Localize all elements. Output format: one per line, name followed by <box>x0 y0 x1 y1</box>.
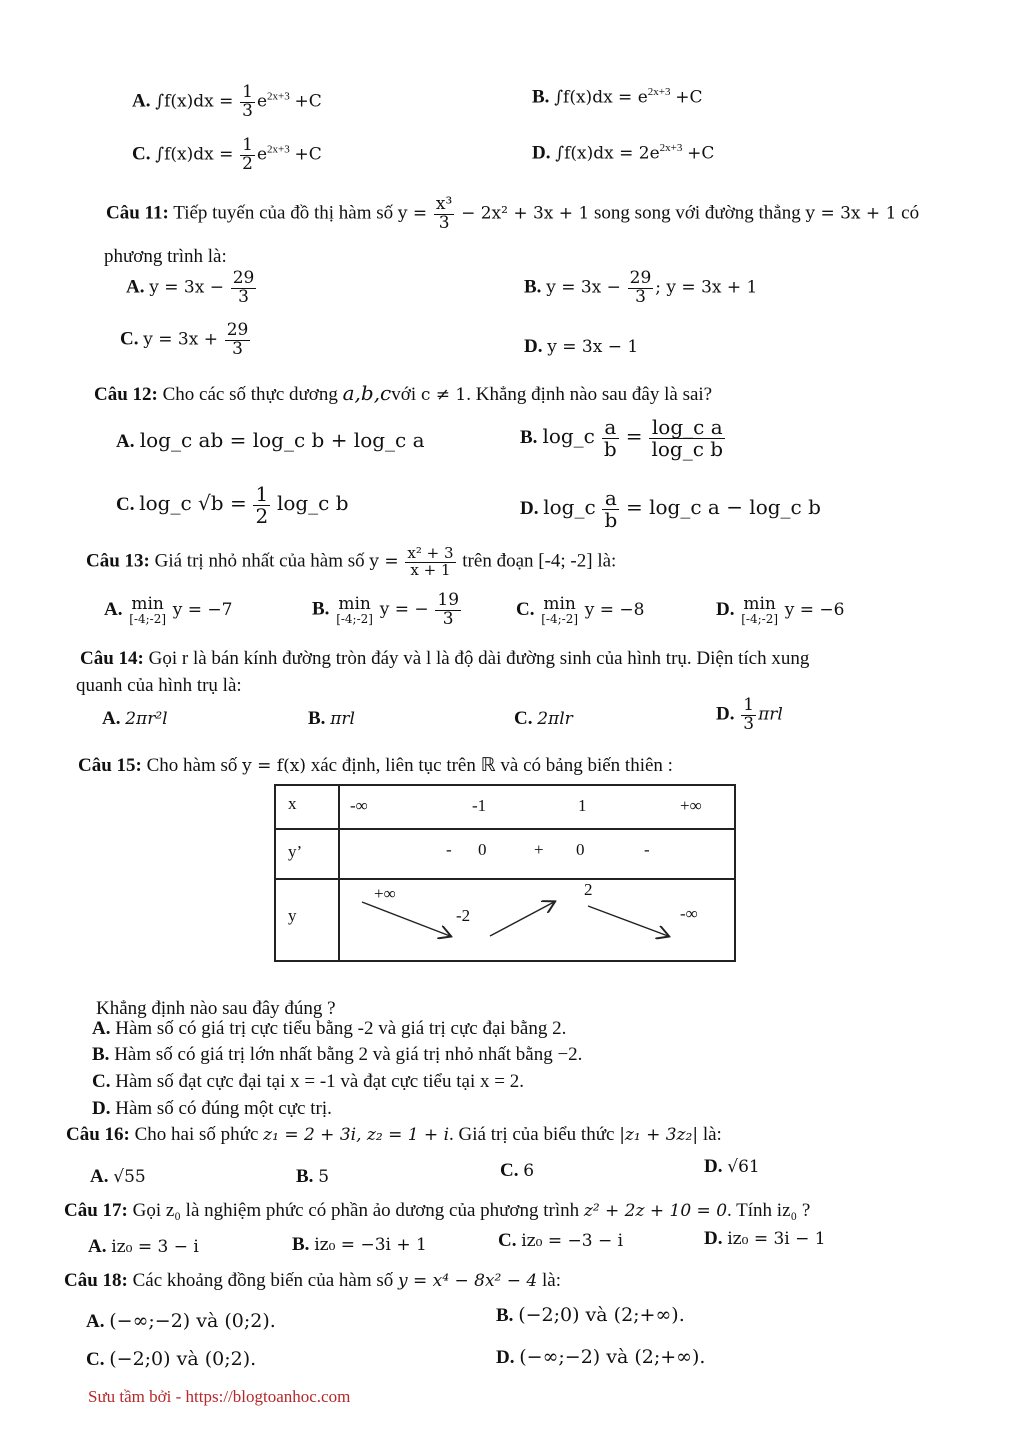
yprime-sign: + <box>534 840 544 859</box>
table-header-y: y <box>275 879 339 961</box>
x-value: 1 <box>578 796 587 815</box>
variation-table <box>274 784 736 962</box>
q10-option-c: C. ∫f(x)dx = $\frac{1}{2}$ $e^{2x+3} +C$ <box>132 135 322 174</box>
q14-option-a: A. 2πr²l <box>102 708 168 729</box>
q15-option-d: D. Hàm số có đúng một cực trị. <box>92 1098 332 1119</box>
q11-option-d: D. y = 3x − 1 <box>524 336 639 357</box>
q13-option-d: D. min [-4;-2] y = −6 <box>716 594 845 626</box>
q17-stem: Câu 17: Gọi z₀ là nghiệm phức có phần ảo dương của phương trình z² + 2z + 10 = 0. Tính iz₀ ? <box>64 1200 811 1221</box>
q14-stem: Câu 14: Gọi r là bán kính đường tròn đáy và l là độ dài đường sinh của hình trụ. Diện tích xung <box>80 648 810 669</box>
q11-option-c: C. y = 3x + $\frac{29}{3}$ <box>120 320 249 359</box>
q16-option-b: B. 5 <box>296 1166 330 1187</box>
q17-option-d: D. iz₀ = 3i − 1 <box>704 1228 826 1249</box>
q12-option-c: C. log_c √b = $\frac{1}{2}$ log_c b <box>116 482 349 528</box>
q18-stem: Câu 18: Các khoảng đồng biến của hàm số y = x⁴ − 8x² − 4 là: <box>64 1270 561 1291</box>
yprime-sign: - <box>644 840 650 859</box>
yprime-value: 0 <box>478 840 487 859</box>
arrow-up <box>490 902 554 936</box>
q10-option-a: A. ∫f(x)dx = $\frac{1}{3}$ $e^{2x+3} +C$ <box>132 82 322 121</box>
q12-stem: Câu 12: Cho các số thực dương a,b,cvới c ≠ 1. Khẳng định nào sau đây là sai? <box>94 381 713 405</box>
q17-option-c: C. iz₀ = −3 − i <box>498 1230 624 1251</box>
y-values-row <box>339 879 735 961</box>
yprime-value: 0 <box>576 840 585 859</box>
q15-option-b: B. Hàm số có giá trị lớn nhất bằng 2 và giá trị nhỏ nhất bằng −2. <box>92 1044 583 1065</box>
y-value: -2 <box>456 906 471 925</box>
y-value: -∞ <box>680 904 698 923</box>
x-value: +∞ <box>680 796 702 815</box>
q12-option-d: D. log_c $\frac{a}{b}$ = log_c a − log_c b <box>520 486 821 532</box>
q10-option-d: D. $\int f(x)dx = 2e^{2x+3} +C$ <box>532 142 715 164</box>
arrow-down-1 <box>362 902 450 936</box>
q11-option-b: B. y = 3x − $\frac{29}{3}$ ; y = 3x + 1 <box>524 268 758 307</box>
yprime-sign: - <box>446 840 452 859</box>
q17-option-b: B. iz₀ = −3i + 1 <box>292 1234 427 1255</box>
q16-option-c: C. 6 <box>500 1160 535 1181</box>
y-value: +∞ <box>374 884 396 903</box>
q14-stem-line2: quanh của hình trụ là: <box>76 675 242 696</box>
q13-option-a: A. min [-4;-2] y = −7 <box>104 594 233 626</box>
q14-option-d: D. $\frac{1}{3}$ πrl <box>716 695 783 734</box>
q18-option-c: C. (−2;0) và (0;2). <box>86 1348 257 1370</box>
q11-stem: Câu 11: Tiếp tuyến của đồ thị hàm số y = $\frac{\text{x³}}{3}$ − 2x² + 3x + 1 song song với đường thẳng y = 3x + 1 có <box>106 194 920 233</box>
q15-option-c: C. Hàm số đạt cực đại tại x = -1 và đạt cực tiểu tại x = 2. <box>92 1071 524 1092</box>
arrow-down-2 <box>588 906 668 936</box>
q13-option-c: C. min [-4;-2] y = −8 <box>516 594 645 626</box>
q11-option-a: A. y = 3x − $\frac{29}{3}$ <box>126 268 255 307</box>
q16-option-d: D. √61 <box>704 1156 760 1177</box>
q13-option-b: B. min [-4;-2] y = − $\frac{19}{3}$ <box>312 590 460 629</box>
q18-option-a: A. (−∞;−2) và (0;2). <box>86 1310 276 1332</box>
q10-option-b: B. $\int f(x)dx = e^{2x+3} +C$ <box>532 86 703 108</box>
q13-stem: Câu 13: Giá trị nhỏ nhất của hàm số y = $\frac{\text{x² + 3}}{x + 1}$ trên đoạn [-4; -2] là: <box>86 544 617 579</box>
q15-stem: Câu 15: Cho hàm số y = f(x) xác định, liên tục trên ℝ và có bảng biến thiên : <box>78 755 673 776</box>
yprime-values-row <box>339 829 735 879</box>
q15-prompt: Khẳng định nào sau đây đúng ? <box>96 998 336 1019</box>
table-header-x: x <box>275 785 339 829</box>
source-footer: Sưu tầm bởi - https://blogtoanhoc.com <box>88 1387 351 1406</box>
x-values-row <box>339 785 735 829</box>
x-value: -1 <box>472 796 487 815</box>
q16-option-a: A. √55 <box>90 1166 146 1187</box>
q18-option-d: D. (−∞;−2) và (2;+∞). <box>496 1346 706 1368</box>
y-value: 2 <box>584 880 593 899</box>
q12-option-b: B. log_c $\frac{a}{b}$ = $\frac{\text{log\_c a}}{\text{log\_c b}}$ <box>520 415 724 461</box>
q17-option-a: A. iz₀ = 3 − i <box>88 1236 199 1257</box>
x-value: -∞ <box>350 796 368 815</box>
q14-option-c: C. 2πlr <box>514 708 573 729</box>
q18-option-b: B. (−2;0) và (2;+∞). <box>496 1304 685 1326</box>
table-header-yprime: y’ <box>275 829 339 879</box>
variation-arrows <box>340 880 740 962</box>
q15-option-a: A. Hàm số có giá trị cực tiểu bằng -2 và giá trị cực đại bằng 2. <box>92 1018 567 1039</box>
q16-stem: Câu 16: Cho hai số phức z₁ = 2 + 3i, z₂ = 1 + i. Giá trị của biểu thức |z₁ + 3z₂| là: <box>66 1124 722 1145</box>
q12-option-a: A. log_c ab = log_c b + log_c a <box>116 428 425 452</box>
q14-option-b: B. πrl <box>308 708 355 729</box>
q11-stem-line2: phương trình là: <box>104 246 227 267</box>
